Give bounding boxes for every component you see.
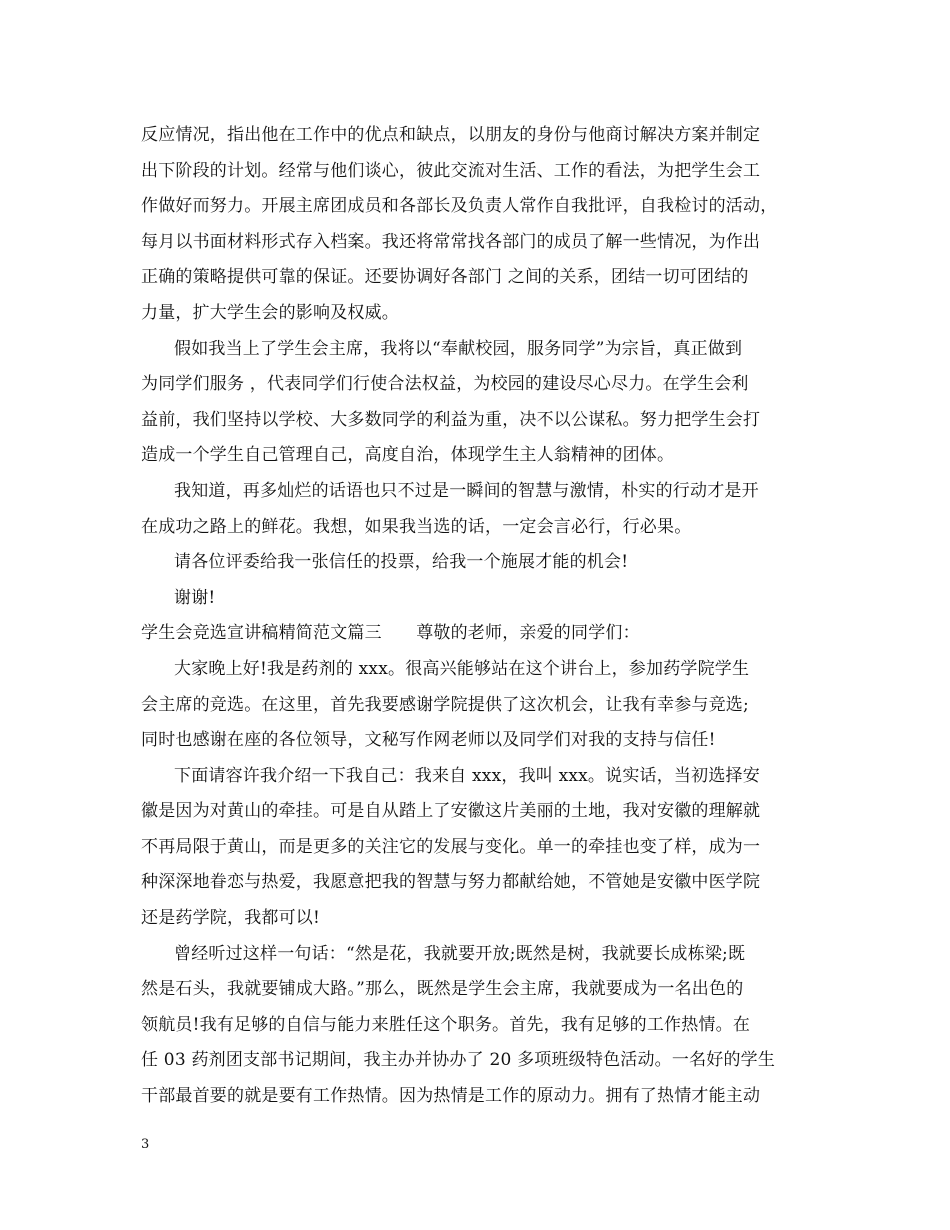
text-line: 种深深地眷恋与热爱，我愿意把我的智慧与努力都献给她，不管她是安徽中医学院 — [141, 872, 761, 893]
text-line: 任 03 药剂团支部书记期间，我主办并协办了 20 多项班级特色活动。一名好的学生 — [141, 1050, 776, 1071]
text-line: 请各位评委给我一张信任的投票，给我一个施展才能的机会! — [174, 552, 629, 573]
text-line: 造成一个学生自己管理自己，高度自治，体现学生主人翁精神的团体。 — [141, 445, 675, 466]
text-line: 领航员!我有足够的自信与能力来胜任这个职务。首先，我有足够的工作热情。在 — [141, 1014, 751, 1035]
text-line: 曾经听过这样一句话：“然是花，我就要开放;既然是树，我就要长成栋梁;既 — [174, 943, 746, 964]
text-line: 不再局限于黄山，而是更多的关注它的发展与变化。单一的牵挂也变了样，成为一 — [141, 836, 761, 857]
text-line: 徽是因为对黄山的牵挂。可是自从踏上了安徽这片美丽的土地，我对安徽的理解就 — [141, 801, 761, 822]
text-line: 同时也感谢在座的各位领导，文秘写作网老师以及同学们对我的支持与信任! — [141, 730, 716, 751]
text-line: 谢谢! — [174, 587, 216, 608]
text-line: 学生会竞选宣讲稿精简范文篇三 尊敬的老师，亲爱的同学们： — [141, 623, 640, 644]
text-line: 还是药学院，我都可以! — [141, 908, 321, 929]
text-line: 会主席的竞选。在这里，首先我要感谢学院提供了这次机会，让我有幸参与竞选; — [141, 694, 749, 715]
text-line: 反应情况，指出他在工作中的优点和缺点，以朋友的身份与他商讨解决方案并制定 — [141, 125, 761, 145]
page-number: 3 — [141, 1137, 150, 1152]
text-line: 出下阶段的计划。经常与他们谈心，彼此交流对生活、工作的看法，为把学生会工 — [141, 160, 761, 181]
text-line: 益前，我们坚持以学校、大多数同学的利益为重，决不以公谋私。努力把学生会打 — [141, 409, 761, 430]
text-line: 在成功之路上的鲜花。我想，如果我当选的话，一定会言必行，行必果。 — [141, 516, 692, 537]
text-line: 我知道，再多灿烂的话语也只不过是一瞬间的智慧与激情，朴实的行动才是开 — [174, 480, 759, 501]
text-line: 然是石头，我就要铺成大路。”那么，既然是学生会主席，我就要成为一名出色的 — [141, 979, 744, 1000]
text-line: 干部最首要的就是要有工作热情。因为热情是工作的原动力。拥有了热情才能主动 — [141, 1086, 761, 1107]
text-line: 大家晚上好!我是药剂的 xxx。很高兴能够站在这个讲台上，参加药学院学生 — [174, 658, 750, 679]
text-line: 下面请容许我介绍一下我自己：我来自 xxx，我叫 xxx。说实话，当初选择安 — [174, 765, 760, 786]
text-line: 假如我当上了学生会主席，我将以“奉献校园，服务同学”为宗旨，真正做到 — [174, 338, 743, 359]
text-line: 作做好而努力。开展主席团成员和各部长及负责人常作自我批评，自我检讨的活动， — [141, 196, 778, 217]
text-line: 力量，扩大学生会的影响及权威。 — [141, 302, 399, 323]
text-line: 每月以书面材料形式存入档案。我还将常常找各部门的成员了解一些情况，为作出 — [141, 231, 761, 252]
text-line: 正确的策略提供可靠的保证。还要协调好各部门 之间的关系，团结一切可团结的 — [141, 267, 749, 288]
document-body — [141, 118, 831, 1115]
text-line: 为同学们服务 ，代表同学们行使合法权益，为校园的建设尽心尽力。在学生会利 — [141, 374, 749, 395]
